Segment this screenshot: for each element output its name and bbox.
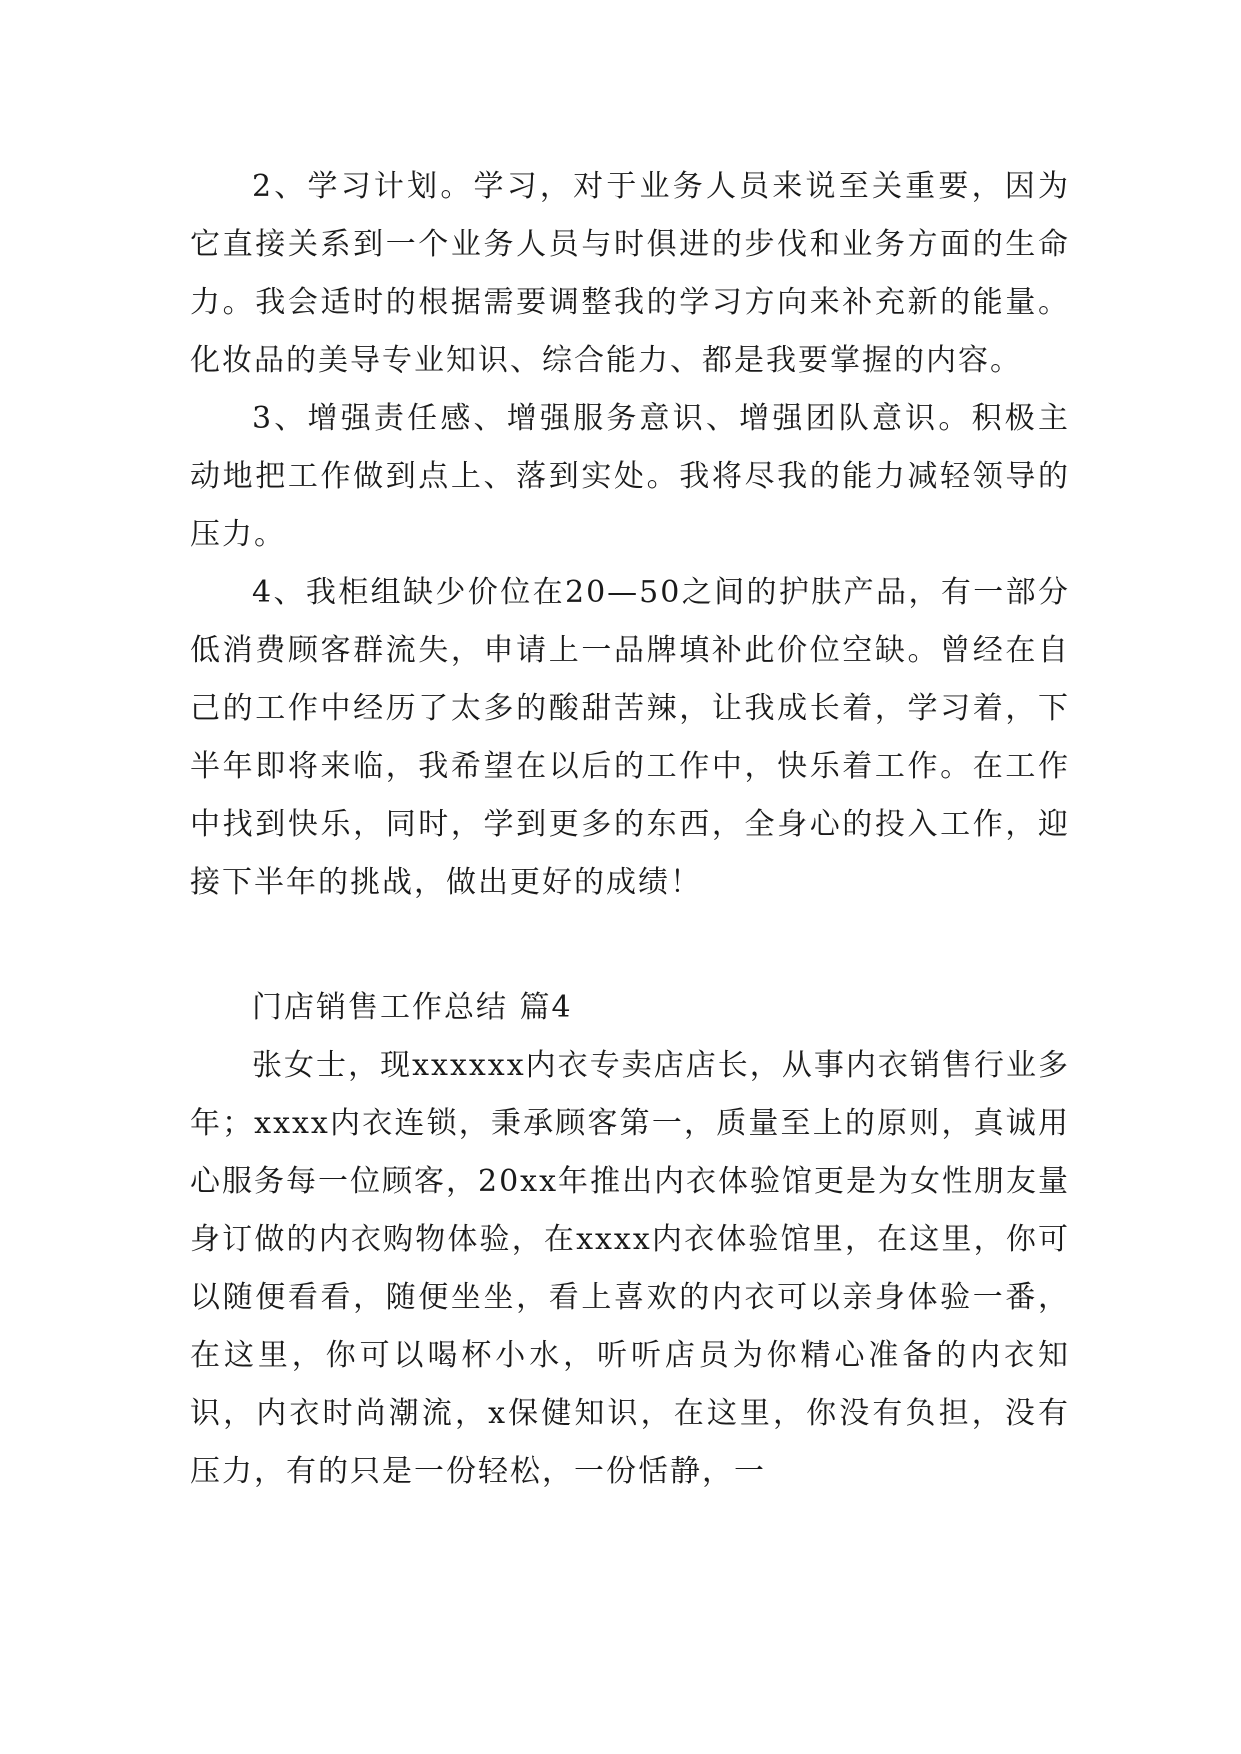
paragraph-product-gap: 4、我柜组缺少价位在20—50之间的护肤产品，有一部分低消费顾客群流失，申请上一品牌填补此价位空缺。曾经在自己的工作中经历了太多的酸甜苦辣，让我成长着，学习着，下半年即将来临，我希望在以后的工作中，快乐着工作。在工作中找到快乐，同时，学到更多的东西，全身心的投入工作，迎接下半年的挑战，做出更好的成绩！ [190, 575, 1070, 900]
document-body [190, 158, 1070, 1501]
paragraph-study-plan: 2、学习计划。学习，对于业务人员来说至关重要，因为它直接关系到一个业务人员与时俱进的步伐和业务方面的生命力。我会适时的根据需要调整我的学习方向来补充新的能量。化妆品的美导专业知识、综合能力、都是我要掌握的内容。 [190, 169, 1070, 378]
section-heading: 门店销售工作总结 篇4 [252, 990, 573, 1025]
paragraph-store-manager: 张女士，现xxxxxx内衣专卖店店长，从事内衣销售行业多年；xxxx内衣连锁，秉承顾客第一，质量至上的原则，真诚用心服务每一位顾客，20xx年推出内衣体验馆更是为女性朋友量身订做的内衣购物体验，在xxxx内衣体验馆里，在这里，你可以随便看看，随便坐坐，看上喜欢的内衣可以亲身体验一番，在这里，你可以喝杯小水，听听店员为你精心准备的内衣知识，内衣时尚潮流，x保健知识，在这里，你没有负担，没有压力，有的只是一份轻松，一份恬静，一 [190, 1048, 1071, 1489]
paragraph-responsibility: 3、增强责任感、增强服务意识、增强团队意识。积极主动地把工作做到点上、落到实处。我将尽我的能力减轻领导的压力。 [190, 401, 1070, 552]
